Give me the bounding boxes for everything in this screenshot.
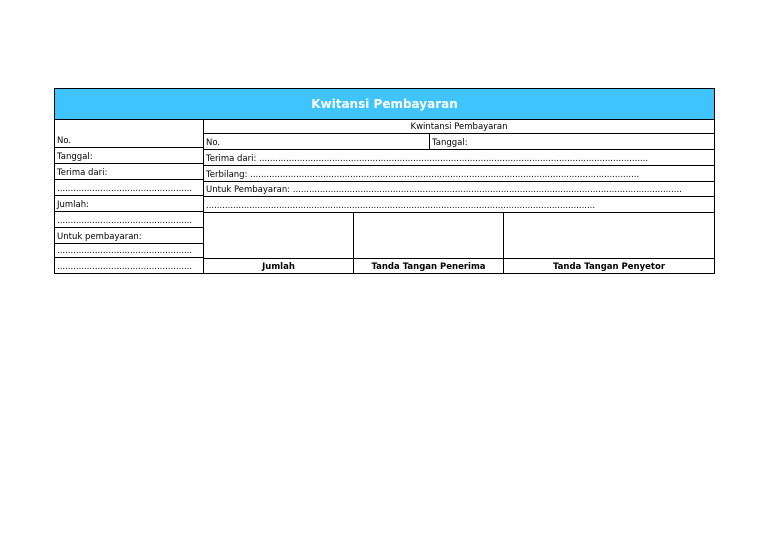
receipt-title: Kwitansi Pembayaran (54, 88, 715, 120)
main-tanggal-label: Tanggal: (432, 137, 468, 148)
stub-jumlah-label: Jumlah: (55, 196, 203, 212)
main-untuk-dots: ................................................................................................................................................ (292, 184, 682, 195)
stub-dotted-line-2: .................................................. (55, 212, 203, 228)
stub-dotted-line-3: .................................................. (55, 244, 203, 258)
stub-untuk-label: Untuk pembayaran: (55, 228, 203, 244)
stub-dotted-line-4: .................................................. (57, 261, 193, 272)
main-terima-dots: ................................................................................................................................................ (259, 153, 649, 164)
main-terbilang-label: Terbilang: (206, 169, 248, 180)
main-jumlah-dots-row (204, 197, 629, 212)
frame-bottom (54, 273, 715, 274)
frame-right (714, 119, 715, 274)
main-line-6 (204, 212, 714, 213)
main-untuk-row (204, 182, 682, 196)
main-terbilang-dots: ................................................................................................................................................ (250, 169, 640, 180)
stub-dotted-line-1: .................................................. (55, 180, 203, 196)
main-terima-row (204, 150, 649, 165)
stub-tanggal-label: Tanggal: (55, 148, 203, 164)
main-heading: Kwintansi Pembayaran (410, 121, 508, 132)
stub-no-label: No. (55, 119, 203, 148)
main-untuk-label: Untuk Pembayaran: (206, 184, 291, 195)
footer-penyetor: Tanda Tangan Penyetor (552, 261, 666, 272)
footer-penerima: Tanda Tangan Penerima (371, 261, 486, 272)
stub-terima-label: Terima dari: (55, 164, 203, 180)
main-terima-label: Terima dari: (206, 153, 257, 164)
main-terbilang-row (204, 166, 640, 181)
footer-jumlah: Jumlah (262, 261, 295, 272)
main-no-label: No. (206, 137, 221, 148)
main-jumlah-dots: ................................................................................................................................................ (206, 200, 596, 211)
receipt-sheet (54, 88, 715, 274)
